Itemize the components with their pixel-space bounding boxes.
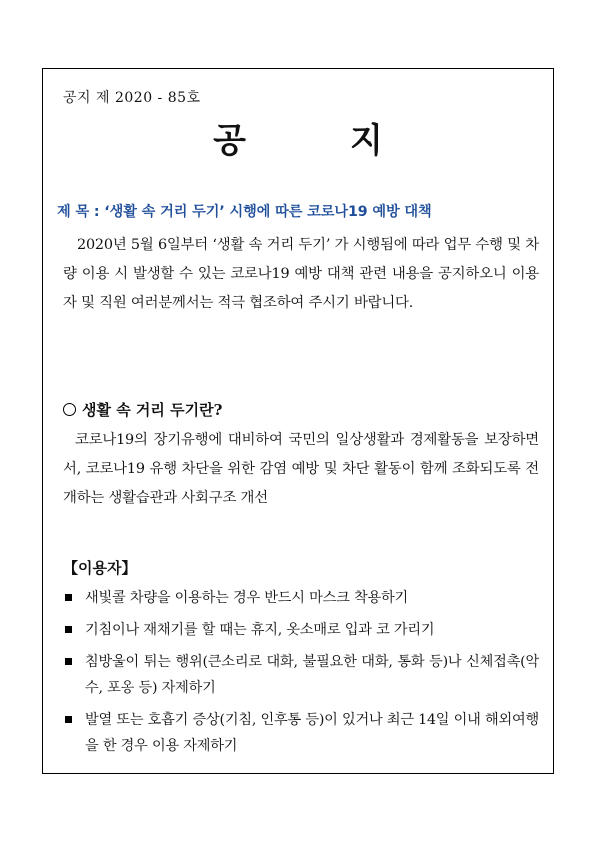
rule-text: 침방울이 튀는 행위(큰소리로 대화, 불필요한 대화, 통화 등)나 신체접촉(악수, 포옹 등) 자제하기	[85, 654, 539, 696]
rule-text: 기침이나 재채기를 할 때는 휴지, 옷소매로 입과 코 가리기	[85, 622, 435, 638]
notice-document	[42, 68, 554, 774]
section-heading	[63, 399, 222, 420]
rule-text: 새빛콜 차량을 이용하는 경우 반드시 마스크 착용하기	[85, 590, 408, 606]
notice-intro: 2020년 5월 6일부터 ‘생활 속 거리 두기’ 가 시행됨에 따라 업무 수행 및 차량 이용 시 발생할 수 있는 코로나19 예방 대책 관련 내용을 공지하오니 이용자 및 직원 여러분께서는 적극 협조하여 주시기 바랍니다.	[63, 237, 539, 311]
section-definition: 코로나19의 장기유행에 대비하여 국민의 일상생활과 경제활동을 보장하면서, 코로나19 유행 차단을 위한 감염 예방 및 차단 활동이 함께 조화되도록 전개하는 생활습관과 사회구조 개선	[63, 432, 539, 506]
notice-title-char-2: 지	[350, 121, 383, 161]
users-heading: 【이용자】	[63, 559, 137, 577]
circle-icon	[63, 403, 76, 416]
square-bullet-icon	[65, 594, 72, 601]
section-heading-text: 생활 속 거리 두기란?	[82, 401, 223, 419]
notice-title	[43, 121, 553, 161]
user-rules-list	[63, 585, 539, 765]
list-item	[63, 585, 539, 611]
notice-title-char-1: 공	[213, 121, 246, 161]
notice-subject: 제 목 : ‘생활 속 거리 두기’ 시행에 따른 코로나19 예방 대책	[57, 204, 432, 220]
list-item	[63, 617, 539, 643]
list-item	[63, 649, 539, 701]
square-bullet-icon	[65, 626, 72, 633]
square-bullet-icon	[65, 658, 72, 665]
notice-number: 공지 제 2020 - 85호	[63, 90, 201, 106]
rule-text: 발열 또는 호흡기 증상(기침, 인후통 등)이 있거나 최근 14일 이내 해외여행을 한 경우 이용 자제하기	[85, 712, 539, 754]
list-item	[63, 707, 539, 759]
square-bullet-icon	[65, 716, 72, 723]
